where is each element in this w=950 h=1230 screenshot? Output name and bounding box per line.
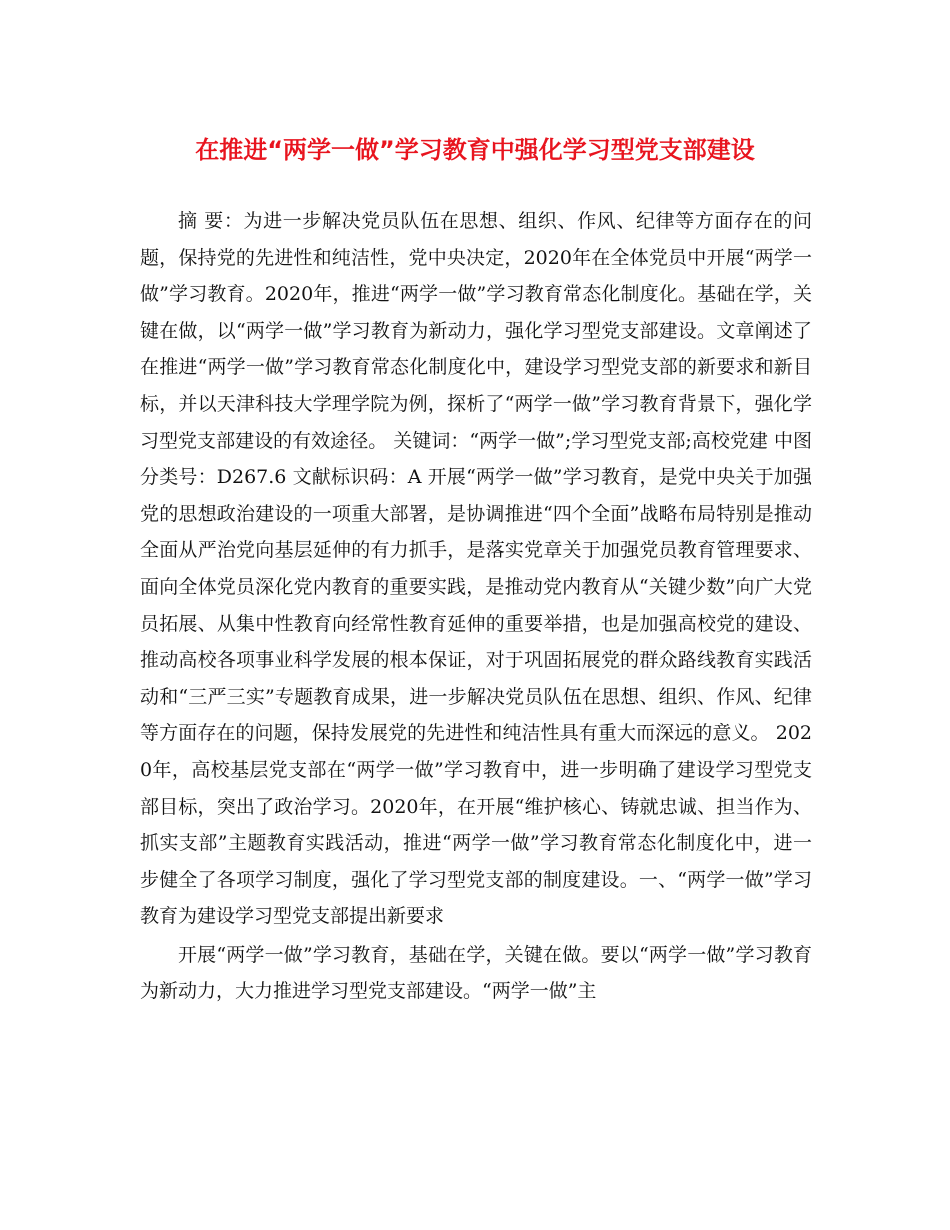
document-body xyxy=(140,203,812,1010)
body-paragraph-2: 开展“两学一做”学习教育，基础在学，关键在做。要以“两学一做”学习教育为新动力，大力推进学习型党支部建设。“两学一做”主 xyxy=(140,943,812,1003)
document-title: 在推进“两学一做”学习教育中强化学习型党支部建设 xyxy=(195,136,755,164)
body-paragraph-1: 摘 要：为进一步解决党员队伍在思想、组织、作风、纪律等方面存在的问题，保持党的先进性和纯洁性，党中央决定，2020年在全体党员中开展“两学一做”学习教育。2020年，推进“两学一做”学习教育常态化制度化。基础在学，关键在做，以“两学一做”学习教育为新动力，强化学习型党支部建设。文章阐述了在推进“两学一做”学习教育常态化制度化中，建设学习型党支部的新要求和新目标，并以天津科技大学理学院为例，探析了“两学一做”学习教育背景下，强化学习型党支部建设的有效途径。 关键词：“两学一做”;学习型党支部;高校党建 中图分类号：D267.6 文献标识码：A 开展“两学一做”学习教育，是党中央关于加强党的思想政治建设的一项重大部署，是协调推进“四个全面”战略布局特别是推动全面从严治党向基层延伸的有力抓手，是落实党章关于加强党员教育管理要求、面向全体党员深化党内教育的重要实践，是推动党内教育从“关键少数”向广大党员拓展、从集中性教育向经常性教育延伸的重要举措，也是加强高校党的建设、推动高校各项事业科学发展的根本保证，对于巩固拓展党的群众路线教育实践活动和“三严三实”专题教育成果，进一步解决党员队伍在思想、组织、作风、纪律等方面存在的问题，保持发展党的先进性和纯洁性具有重大而深远的意义。 2020年，高校基层党支部在“两学一做”学习教育中，进一步明确了建设学习型党支部目标，突出了政治学习。2020年，在开展“维护核心、铸就忠诚、担当作为、抓实支部”主题教育实践活动，推进“两学一做”学习教育常态化制度化中，进一步健全了各项学习制度，强化了学习型党支部的制度建设。一、“两学一做”学习教育为建设学习型党支部提出新要求 xyxy=(140,210,812,928)
